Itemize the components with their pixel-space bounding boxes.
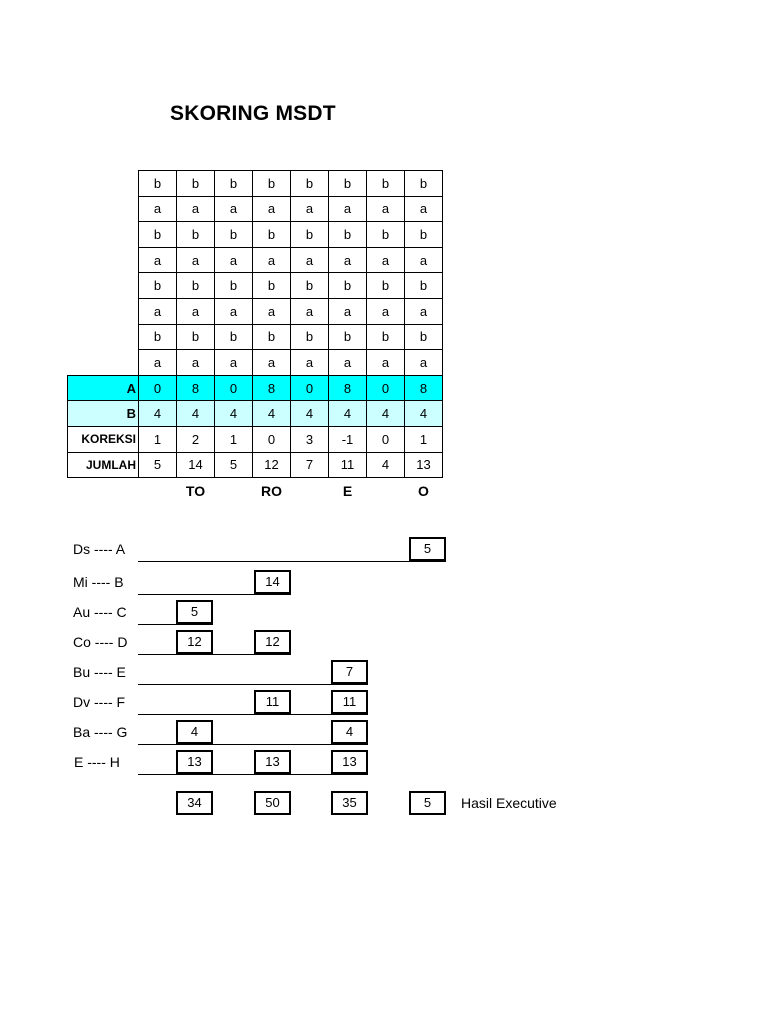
answer-cell: b	[329, 273, 367, 299]
formula-row-label: Ds ---- A	[73, 541, 126, 557]
answer-cell: b	[177, 171, 215, 197]
summary-cell: 1	[139, 426, 177, 452]
row-label	[68, 171, 139, 197]
column-footer-label: O	[418, 483, 429, 500]
scoring-grid	[67, 170, 443, 504]
summary-row	[68, 375, 443, 401]
row-label	[68, 247, 139, 273]
summary-cell: 8	[329, 375, 367, 401]
row-label	[68, 196, 139, 222]
summary-row	[68, 426, 443, 452]
formula-row-line	[138, 594, 291, 595]
score-box: 11	[331, 690, 368, 714]
answer-cell: a	[367, 196, 405, 222]
summary-row-label: KOREKSI	[68, 426, 139, 452]
column-footer-label	[139, 478, 177, 505]
answer-cell: b	[253, 222, 291, 248]
summary-cell: 3	[291, 426, 329, 452]
score-box: 4	[176, 720, 213, 744]
answer-cell: b	[329, 324, 367, 350]
answer-cell: a	[215, 298, 253, 324]
row-label	[68, 222, 139, 248]
formula-row-line	[138, 561, 446, 562]
answer-cell: a	[405, 350, 443, 376]
summary-cell: 4	[405, 401, 443, 427]
answer-row	[68, 324, 443, 350]
answer-cell: b	[367, 273, 405, 299]
row-label	[68, 350, 139, 376]
formula-row-line	[138, 774, 368, 775]
answer-cell: b	[367, 222, 405, 248]
formula-row-line	[138, 714, 368, 715]
summary-cell: 7	[291, 452, 329, 478]
answer-cell: b	[291, 171, 329, 197]
answer-cell: b	[329, 171, 367, 197]
summary-cell: 8	[177, 375, 215, 401]
summary-cell: 5	[139, 452, 177, 478]
score-box: 11	[254, 690, 291, 714]
answer-cell: b	[253, 171, 291, 197]
answer-cell: a	[253, 298, 291, 324]
answer-cell: b	[177, 222, 215, 248]
answer-row	[68, 196, 443, 222]
answer-cell: b	[215, 273, 253, 299]
answer-cell: a	[291, 298, 329, 324]
summary-cell: 0	[215, 375, 253, 401]
summary-cell: 4	[367, 452, 405, 478]
answer-cell: b	[139, 171, 177, 197]
answer-cell: b	[253, 324, 291, 350]
row-label	[68, 324, 139, 350]
answer-cell: b	[177, 324, 215, 350]
answer-cell: b	[139, 222, 177, 248]
score-box: 5	[176, 600, 213, 624]
answer-row	[68, 273, 443, 299]
formula-row-label: Au ---- C	[73, 604, 127, 620]
formula-row-label: E ---- H	[74, 754, 120, 770]
answer-cell: b	[139, 324, 177, 350]
total-box: 50	[254, 791, 291, 815]
summary-cell: 1	[405, 426, 443, 452]
score-box: 13	[176, 750, 213, 774]
summary-cell: 8	[253, 375, 291, 401]
answer-cell: a	[329, 350, 367, 376]
column-footer-label: E	[342, 483, 353, 500]
summary-cell: 0	[291, 375, 329, 401]
total-box: 34	[176, 791, 213, 815]
summary-cell: 4	[215, 401, 253, 427]
score-box: 7	[331, 660, 368, 684]
answer-cell: a	[139, 247, 177, 273]
score-box: 13	[254, 750, 291, 774]
answer-cell: a	[291, 350, 329, 376]
summary-row-label: JUMLAH	[68, 452, 139, 478]
answer-cell: a	[405, 298, 443, 324]
summary-row-label: B	[68, 401, 139, 427]
summary-cell: 0	[367, 426, 405, 452]
summary-cell: 13	[405, 452, 443, 478]
formula-row-label: Mi ---- B	[73, 574, 124, 590]
formula-row-line	[138, 744, 368, 745]
answer-cell: a	[405, 247, 443, 273]
answer-cell: a	[329, 196, 367, 222]
score-box: 14	[254, 570, 291, 594]
answer-cell: a	[177, 298, 215, 324]
answer-cell: a	[367, 247, 405, 273]
answer-cell: b	[405, 324, 443, 350]
answer-cell: b	[177, 273, 215, 299]
answer-cell: a	[291, 196, 329, 222]
answer-cell: b	[405, 171, 443, 197]
answer-cell: b	[291, 324, 329, 350]
score-box: 12	[254, 630, 291, 654]
formula-row-line	[138, 684, 368, 685]
answer-cell: a	[329, 298, 367, 324]
answer-cell: a	[215, 350, 253, 376]
answer-cell: b	[367, 324, 405, 350]
answer-row	[68, 298, 443, 324]
summary-cell: 4	[177, 401, 215, 427]
summary-cell: -1	[329, 426, 367, 452]
answer-cell: a	[291, 247, 329, 273]
row-label	[68, 298, 139, 324]
formula-row-line	[138, 624, 213, 625]
score-box: 12	[176, 630, 213, 654]
answer-row	[68, 222, 443, 248]
result-label: Hasil Executive	[461, 795, 557, 811]
footer-blank	[68, 478, 139, 505]
summary-cell: 0	[367, 375, 405, 401]
summary-cell: 0	[139, 375, 177, 401]
answer-cell: a	[253, 247, 291, 273]
total-box: 5	[409, 791, 446, 815]
answer-cell: a	[367, 298, 405, 324]
formula-row-label: Co ---- D	[73, 634, 128, 650]
answer-cell: b	[291, 273, 329, 299]
summary-row	[68, 452, 443, 478]
answer-cell: b	[215, 324, 253, 350]
answer-row	[68, 247, 443, 273]
answer-cell: a	[329, 247, 367, 273]
answer-cell: a	[215, 196, 253, 222]
answer-row	[68, 350, 443, 376]
answer-cell: b	[405, 222, 443, 248]
summary-row-label: A	[68, 375, 139, 401]
summary-cell: 12	[253, 452, 291, 478]
column-footer-row	[68, 478, 443, 505]
answer-cell: b	[215, 171, 253, 197]
answer-cell: a	[253, 196, 291, 222]
answer-cell: a	[139, 350, 177, 376]
summary-cell: 8	[405, 375, 443, 401]
answer-cell: a	[177, 247, 215, 273]
column-footer-label	[291, 478, 329, 505]
summary-cell: 4	[291, 401, 329, 427]
answer-cell: a	[215, 247, 253, 273]
page-title: SKORING MSDT	[170, 102, 336, 125]
formula-row-line	[138, 654, 291, 655]
column-footer-label: RO	[261, 483, 282, 500]
column-footer-label: TO	[185, 483, 206, 500]
answer-cell: b	[291, 222, 329, 248]
summary-cell: 4	[139, 401, 177, 427]
answer-cell: b	[329, 222, 367, 248]
summary-cell: 5	[215, 452, 253, 478]
answer-cell: a	[139, 298, 177, 324]
answer-cell: b	[367, 171, 405, 197]
answer-cell: b	[139, 273, 177, 299]
summary-cell: 2	[177, 426, 215, 452]
column-footer-label	[367, 478, 405, 505]
answer-row	[68, 171, 443, 197]
summary-cell: 11	[329, 452, 367, 478]
answer-cell: a	[367, 350, 405, 376]
summary-cell: 0	[253, 426, 291, 452]
answer-cell: a	[405, 196, 443, 222]
answer-cell: a	[139, 196, 177, 222]
answer-cell: b	[253, 273, 291, 299]
summary-row	[68, 401, 443, 427]
total-box: 35	[331, 791, 368, 815]
answer-cell: a	[177, 196, 215, 222]
row-label	[68, 273, 139, 299]
summary-cell: 1	[215, 426, 253, 452]
summary-cell: 4	[329, 401, 367, 427]
formula-row-label: Ba ---- G	[73, 724, 128, 740]
summary-cell: 4	[253, 401, 291, 427]
formula-row-label: Bu ---- E	[73, 664, 126, 680]
summary-cell: 4	[367, 401, 405, 427]
score-box: 5	[409, 537, 446, 561]
answer-cell: b	[405, 273, 443, 299]
summary-cell: 14	[177, 452, 215, 478]
score-box: 4	[331, 720, 368, 744]
answer-cell: b	[215, 222, 253, 248]
formula-row-label: Dv ---- F	[73, 694, 126, 710]
column-footer-label	[215, 478, 253, 505]
score-box: 13	[331, 750, 368, 774]
answer-cell: a	[253, 350, 291, 376]
answer-cell: a	[177, 350, 215, 376]
